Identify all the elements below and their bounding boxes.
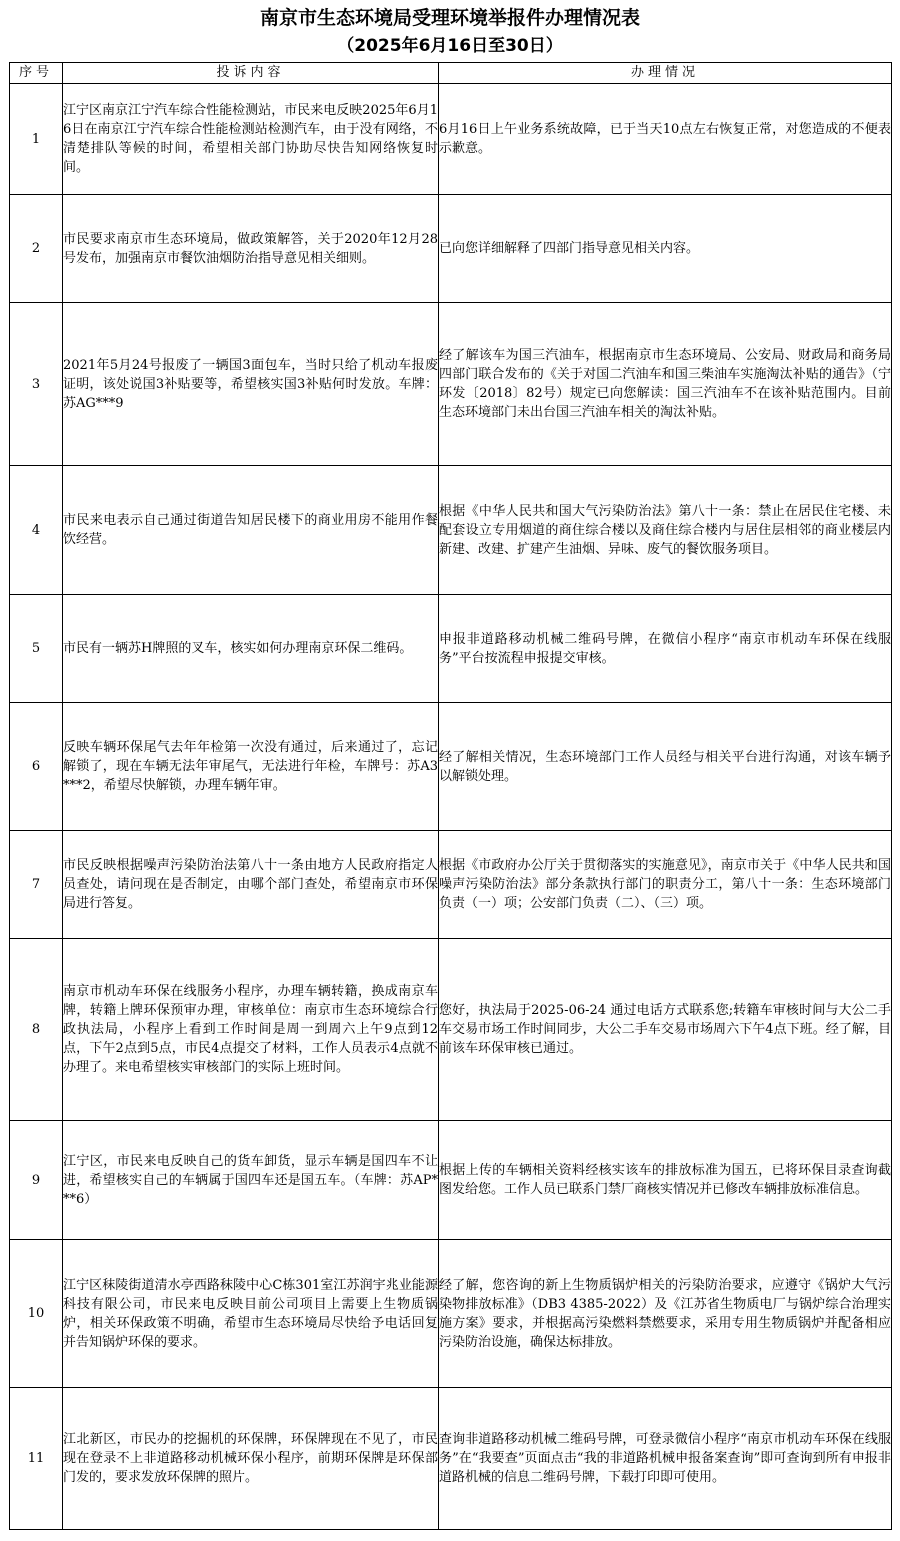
column-header-complaint: 投诉内容: [63, 63, 439, 84]
row-seq: 6: [10, 703, 63, 831]
row-result: 经了解相关情况，生态环境部门工作人员经与相关平台进行沟通，对该车辆予以解锁处理。: [439, 749, 891, 784]
row-complaint: 市民来电表示自己通过街道告知居民楼下的商业用房不能用作餐饮经营。: [63, 513, 438, 547]
table-row: [10, 1121, 892, 1240]
row-result: 经了解该车为国三汽油车，根据南京市生态环境局、公安局、财政局和商务局四部门联合发布的《关于对国二汽油车和国三柴油车实施淘汰补贴的通告》（宁环发〔2018〕82号）规定已向您解读：国三汽油车不在该补贴范围内。目前生态环境部门未出台国三汽油车相关的淘汰补贴。: [439, 348, 891, 420]
row-result: 经了解，您咨询的新上生物质锅炉相关的污染防治要求，应遵守《锅炉大气污染物排放标准》（DB3 4385-2022）及《江苏省生物质电厂与锅炉综合治理实施方案》要求，并根据高污染燃料禁燃要求，采用专用生物质锅炉并配备相应污染防治设施，确保达标排放。: [439, 1277, 891, 1350]
row-result: 根据上传的车辆相关资料经核实该车的排放标准为国五，已将环保目录查询截图发给您。工作人员已联系门禁厂商核实情况并已修改车辆排放标准信息。: [439, 1163, 891, 1197]
row-seq: 5: [10, 595, 63, 703]
row-complaint: 市民要求南京市生态环境局，做政策解答，关于2020年12月28号发布，加强南京市餐饮油烟防治指导意见相关细则。: [63, 231, 438, 266]
row-complaint: 江宁区秣陵街道清水亭西路秣陵中心C栋301室江苏润宇兆业能源科技有限公司，市民来电反映目前公司项目上需要上生物质锅炉，相关环保政策不明确，希望市生态环境局尽快给予电话回复并告知锅炉环保的要求。: [63, 1277, 438, 1350]
row-result: 您好，执法局于2025-06-24 通过电话方式联系您;转籍车审核时间与大公二手车交易市场工作时间同步，大公二手车交易市场周六下午4点下班。经了解，目前该车环保审核已通过。: [439, 1003, 891, 1056]
row-result: 查询非道路移动机械二维码号牌，可登录微信小程序“南京市机动车环保在线服务”在“我要查”页面点击“我的非道路机械申报备案查询”即可查询到所有申报非道路机械的信息二维码号牌，下载打印即可使用。: [439, 1432, 891, 1485]
table-row: [10, 1388, 892, 1530]
table-row: [10, 595, 892, 703]
table-row: [10, 84, 892, 195]
date-range-subtitle: （2025年6月16日至30日）: [337, 36, 563, 56]
row-seq: 8: [10, 939, 63, 1121]
row-seq: 9: [10, 1121, 63, 1240]
table-row: [10, 703, 892, 831]
table-header-row: [10, 63, 892, 84]
row-seq: 7: [10, 831, 63, 939]
row-complaint: 2021年5月24号报废了一辆国3面包车，当时只给了机动车报废证明，该处说国3补贴要等，希望核实国3补贴何时发放。车牌：苏AG***9: [63, 357, 438, 411]
row-seq: 2: [10, 195, 63, 303]
column-header-result: 办理情况: [439, 63, 892, 84]
page-title: 南京市生态环境局受理环境举报件办理情况表: [259, 7, 640, 29]
row-complaint: 江宁区，市民来电反映自己的货车卸货，显示车辆是国四车不让进，希望核实自己的车辆属于国四车还是国五车。（车牌：苏AP***6）: [63, 1153, 438, 1207]
table-row: [10, 195, 892, 303]
row-seq: 4: [10, 466, 63, 595]
row-seq: 1: [10, 84, 63, 195]
row-seq: 11: [10, 1388, 63, 1530]
row-complaint: 市民反映根据噪声污染防治法第八十一条由地方人民政府指定人员查处，请问现在是否制定，由哪个部门查处，希望南京市环保局进行答复。: [63, 858, 438, 911]
row-complaint: 南京市机动车环保在线服务小程序，办理车辆转籍，换成南京车牌，转籍上牌环保预审办理，审核单位：南京市生态环境综合行政执法局，小程序上看到工作时间是周一到周六上午9点到12点，下午2点到5点，市民4点提交了材料，工作人员表示4点就不办理了。来电希望核实审核部门的实际上班时间。: [63, 984, 438, 1075]
row-result: 申报非道路移动机械二维码号牌，在微信小程序“南京市机动车环保在线服务”平台按流程申报提交审核。: [439, 631, 891, 666]
table-row: [10, 1240, 892, 1388]
row-result: 根据《中华人民共和国大气污染防治法》第八十一条：禁止在居民住宅楼、未配套设立专用烟道的商住综合楼以及商住综合楼内与居住层相邻的商业楼层内新建、改建、扩建产生油烟、异味、废气的餐饮服务项目。: [439, 503, 891, 557]
row-complaint: 江北新区，市民办的挖掘机的环保牌，环保牌现在不见了，市民现在登录不上非道路移动机械环保小程序，前期环保牌是环保部门发的，要求发放环保牌的照片。: [63, 1432, 438, 1485]
row-result: 根据《市政府办公厅关于贯彻落实的实施意见》，南京市关于《中华人民共和国噪声污染防治法》部分条款执行部门的职责分工，第八十一条：生态环境部门负责（一）项；公安部门负责（二）、（三）项。: [439, 858, 891, 911]
table-row: [10, 466, 892, 595]
table-row: [10, 939, 892, 1121]
row-complaint: 江宁区南京江宁汽车综合性能检测站，市民来电反映2025年6月16日在南京江宁汽车综合性能检测站检测汽车，由于没有网络，不清楚排队等候的时间，希望相关部门协助尽快告知网络恢复时间。: [63, 103, 438, 175]
row-result: 已向您详细解释了四部门指导意见相关内容。: [439, 241, 700, 256]
table-row: [10, 303, 892, 466]
row-seq: 10: [10, 1240, 63, 1388]
row-result: 6月16日上午业务系统故障，已于当天10点左右恢复正常，对您造成的不便表示歉意。: [439, 122, 891, 156]
row-seq: 3: [10, 303, 63, 466]
column-header-seq: 序号: [10, 63, 63, 84]
row-complaint: 市民有一辆苏H牌照的叉车，核实如何办理南京环保二维码。: [63, 641, 413, 656]
row-complaint: 反映车辆环保尾气去年年检第一次没有通过，后来通过了，忘记解锁了，现在车辆无法年审尾气，无法进行年检，车牌号：苏A3***2，希望尽快解锁，办理车辆年审。: [63, 740, 438, 793]
complaint-table: [9, 62, 892, 1530]
table-row: [10, 831, 892, 939]
